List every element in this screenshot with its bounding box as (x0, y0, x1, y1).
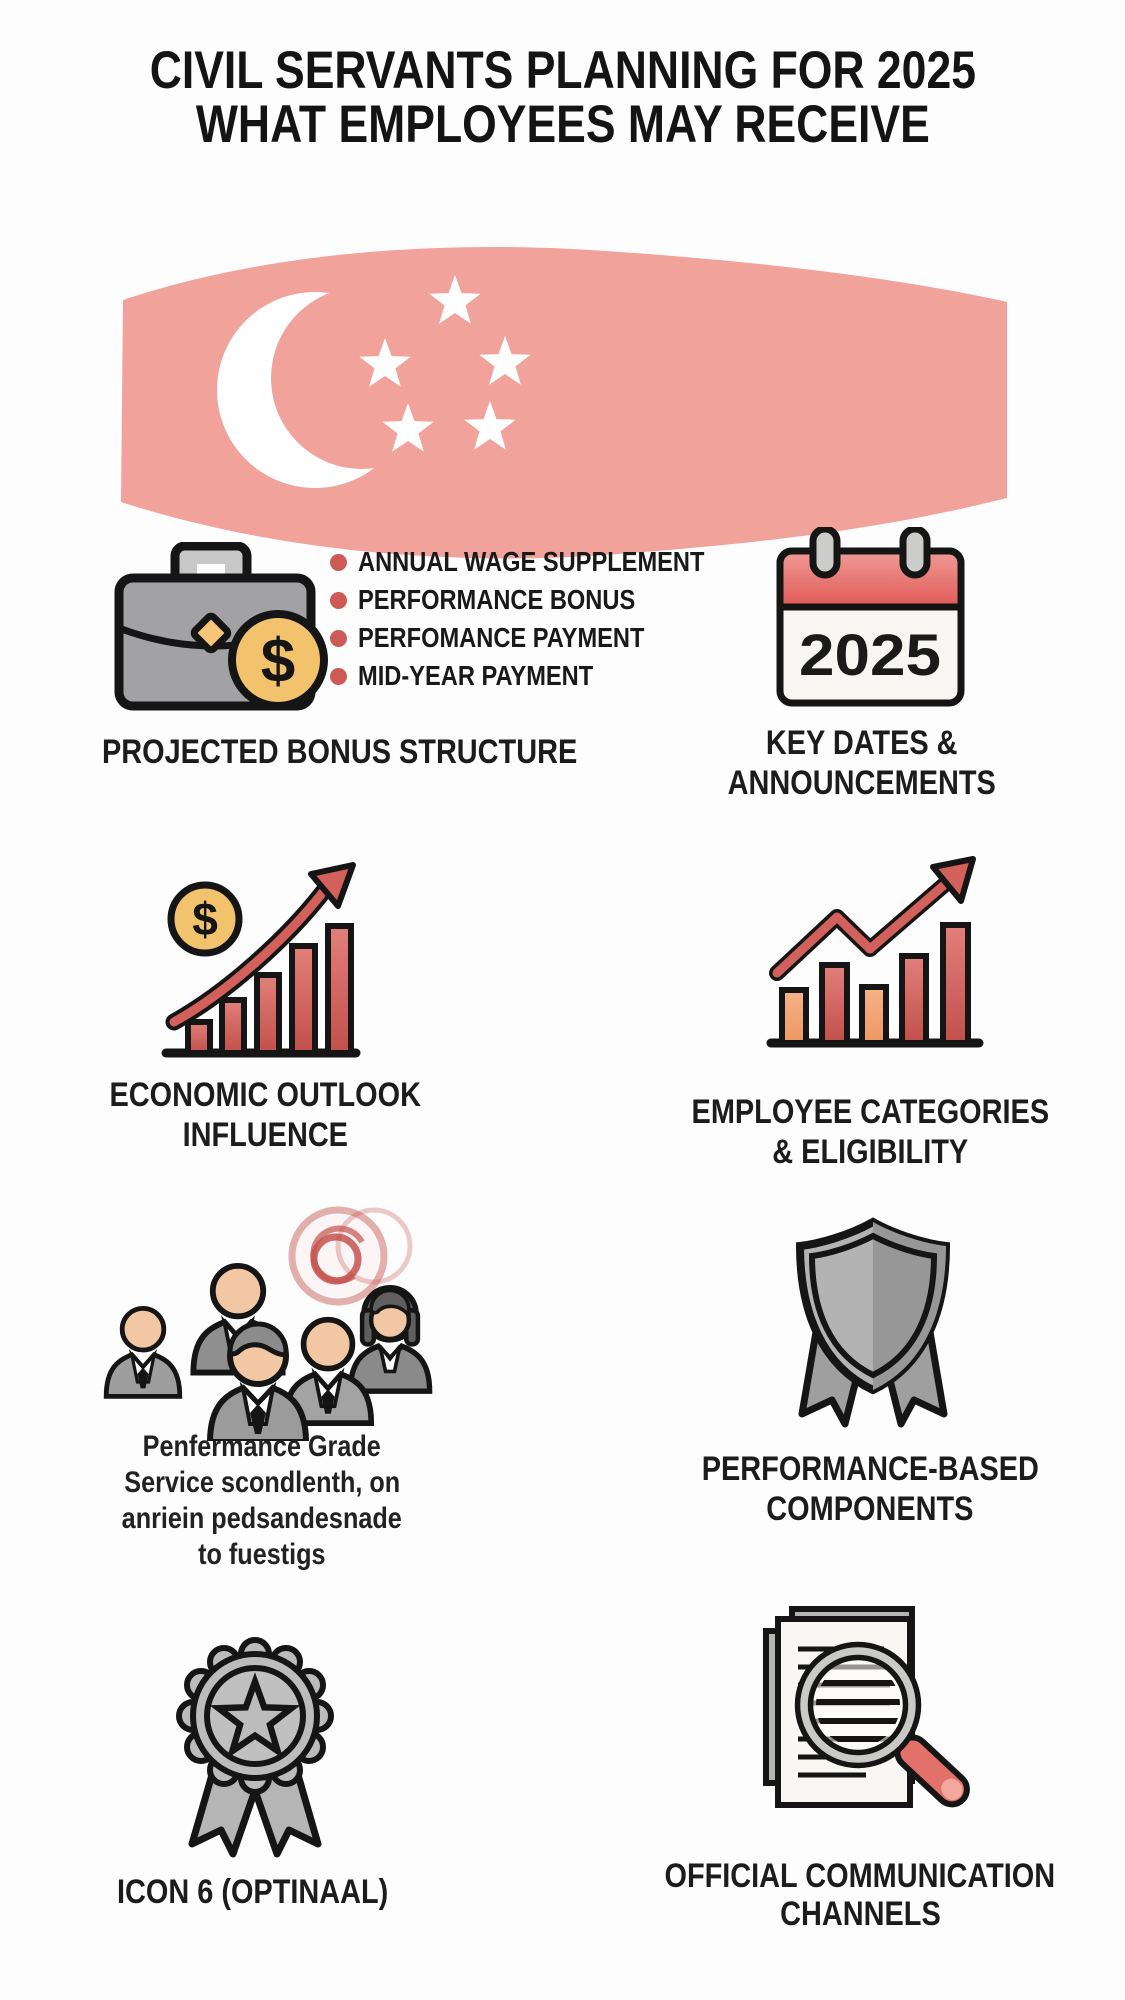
bullet-dot-icon (330, 630, 347, 647)
label-performance-based: PERFORMANCE-BASED COMPONENTS (701, 1450, 1039, 1528)
list-item: PERFORMANCE BONUS (330, 581, 761, 619)
singapore-flag (110, 240, 1020, 570)
shield-ribbon-icon (788, 1216, 958, 1436)
person (106, 1308, 180, 1396)
label-employee-categories: EMPLOYEE CATEGORIES & ELIGIBILITY (691, 1093, 1049, 1171)
person-woman (350, 1288, 429, 1392)
medal-rosette-icon (148, 1628, 363, 1863)
list-item: PERFOMANCE PAYMENT (330, 619, 761, 657)
label-economic-outlook: ECONOMIC OUTLOOK INFLUENCE (109, 1076, 421, 1154)
people-group-icon (88, 1206, 433, 1441)
calendar-icon (773, 527, 968, 709)
bar-chart-arrow-icon (757, 855, 1012, 1067)
dollar-coin-icon (171, 885, 239, 953)
dollar-coin-icon (232, 614, 324, 706)
binder-ring (813, 529, 837, 575)
bullet-dot-icon (330, 554, 347, 571)
briefcase-icon (113, 542, 333, 714)
svg-text:$: $ (260, 627, 296, 696)
documents-magnifier-icon (762, 1605, 997, 1820)
page-title (0, 41, 1125, 154)
label-icon6: ICON 6 (OPTINAAL) (117, 1873, 389, 1911)
svg-text:$: $ (192, 893, 218, 945)
label-key-dates: KEY DATES & ANNOUNCEMENTS (727, 724, 997, 802)
label-performance-grade: Penfermance Grade Service scondlenth, on anriein pedsandesnade to fuestigs (121, 1430, 403, 1571)
bonus-bullet-list (330, 543, 761, 695)
bullet-dot-icon (330, 592, 347, 609)
title-line-1: CIVIL SERVANTS PLANNING FOR 2025 (149, 41, 976, 100)
growth-chart-icon (148, 862, 433, 1077)
title-line-2: WHAT EMPLOYEES MAY RECEIVE (195, 95, 930, 154)
label-official-channels: OFFICIAL COMMUNICATION CHANNELS (664, 1857, 1056, 1933)
binder-ring (903, 529, 927, 575)
calendar-year: 2025 (799, 623, 941, 688)
label-projected-bonus: PROJECTED BONUS STRUCTURE (101, 733, 578, 771)
list-item: ANNUAL WAGE SUPPLEMENT (330, 543, 761, 581)
bullet-dot-icon (330, 668, 347, 685)
list-item: MID-YEAR PAYMENT (330, 657, 761, 695)
